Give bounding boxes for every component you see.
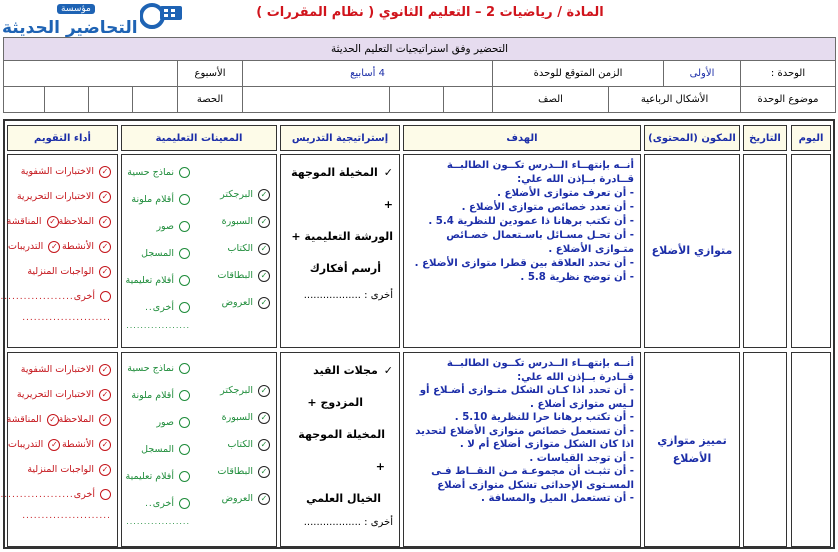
row1-strategies: [280, 154, 400, 348]
topic-value[interactable]: الأشكال الرباعية: [609, 87, 741, 113]
col-header-goal: الهدف: [403, 125, 641, 151]
aid-option: ✓ البطاقات: [218, 262, 270, 289]
period-cell-3[interactable]: [45, 87, 89, 113]
checked-circle-icon[interactable]: ✓: [99, 464, 111, 476]
aid-option: صور: [126, 409, 190, 436]
radio-icon[interactable]: [179, 248, 190, 259]
week-value[interactable]: [4, 61, 178, 87]
checked-circle-icon[interactable]: ✓: [99, 241, 111, 253]
unit-value[interactable]: الأولى: [664, 61, 741, 87]
row2-aids-col2: [126, 355, 190, 526]
plan-table: [0, 119, 835, 549]
col-header-aids: المعينات التعليمية: [121, 125, 277, 151]
goal-line: - أن توضح نظرية 5.8 .: [520, 272, 634, 283]
checked-circle-icon[interactable]: ✓: [99, 414, 111, 426]
row1-content-cell: [644, 154, 740, 348]
aid-option: أفلام تعليمية: [126, 463, 190, 490]
goal-line: أنــه بإنتهــاء الــدرس تكــون الطالبــة قــادرة بــإذن الله علي:: [446, 358, 634, 383]
row2-goals: [403, 352, 641, 547]
goal-line: أنــه بإنتهــاء الــدرس تكــون الطالبــة قــادرة بــإذن الله علي:: [446, 160, 634, 185]
strategy-other[interactable]: أخرى : ..................: [303, 517, 393, 528]
row1-goals: [403, 154, 641, 348]
row2-content: تمييز متوازي الأضلاع: [657, 433, 727, 465]
row2-strategies: [280, 352, 400, 547]
goal-line: - أن تستعمل خصائص متوازى الأضلاع لتحديد اذا كان الشكل متوازى أضلاع أم لا .: [415, 425, 634, 450]
aid-option: أقلام ملونة: [126, 382, 190, 409]
checked-circle-icon[interactable]: ✓: [99, 216, 111, 228]
radio-icon[interactable]: [179, 194, 190, 205]
checked-circle-icon[interactable]: ✓: [258, 412, 270, 424]
checked-circle-icon[interactable]: ✓: [99, 364, 111, 376]
goal-line: - أن توجد القياسات .: [529, 452, 634, 464]
checked-circle-icon[interactable]: ✓: [48, 439, 60, 451]
aid-option: ✓ الكتاب: [218, 431, 270, 458]
radio-icon[interactable]: [100, 489, 111, 500]
radio-icon[interactable]: [179, 275, 190, 286]
goal-line: - أن تثبـت أن مجموعـة مـن النقــاط فـى المسـتوى الإحداثى تشكل متوازى أضلاع: [431, 466, 634, 491]
aid-option: المسجل: [126, 436, 190, 463]
week-label: الأسبوع: [178, 61, 243, 87]
assessment-option: أخرى ...................: [8, 482, 111, 507]
checked-circle-icon[interactable]: ✓: [99, 191, 111, 203]
checked-circle-icon[interactable]: ✓: [99, 389, 111, 401]
radio-icon[interactable]: [179, 390, 190, 401]
row1-aids-col2: [126, 159, 190, 330]
checked-circle-icon[interactable]: ✓: [258, 439, 270, 451]
assessment-option: ✓ الملاحظة ✓ المناقشة: [8, 407, 111, 432]
assessment-option: ✓ الأنشطة ✓ التدريبات: [8, 432, 111, 457]
period-cell-1[interactable]: [133, 87, 178, 113]
check-icon: ✓: [383, 364, 393, 377]
aid-option: ✓ السبورة: [218, 404, 270, 431]
checked-circle-icon[interactable]: ✓: [258, 243, 270, 255]
col-header-strategy: إستراتيجية التدريس: [280, 125, 400, 151]
logo-icon: [140, 2, 184, 36]
period-cell-4[interactable]: [4, 87, 45, 113]
assessment-option: ✓ الاختبارات التحريرية: [8, 184, 111, 209]
row2-day[interactable]: [791, 352, 831, 547]
col-header-day: اليوم: [791, 125, 831, 151]
goal-line: - أن تحـل مسـائل باسـتعمال خصـائص متـوازى الأضلاع .: [446, 230, 634, 255]
grade-value-2[interactable]: [390, 87, 444, 113]
row2-assessment: [0, 352, 118, 547]
goal-line: - أن تعدد خصائص متوازى الأضلاع .: [461, 202, 634, 213]
checked-circle-icon[interactable]: ✓: [258, 297, 270, 309]
assessment-option: أخرى ...................: [8, 284, 111, 309]
assessment-option: ✓ الاختبارات الشفوية: [8, 159, 111, 184]
assessment-other-line[interactable]: .......................: [22, 313, 111, 323]
period-label: الحصة: [178, 87, 243, 113]
checked-circle-icon[interactable]: ✓: [258, 466, 270, 478]
goal-line: - أن تعرف متوازى الأضلاع .: [497, 188, 634, 199]
col-header-assessment: أداء التقويم: [7, 125, 118, 151]
aid-option: نماذج حسية: [126, 159, 190, 186]
aid-option: المسجل: [126, 240, 190, 267]
topic-label: موضوع الوحدة: [741, 87, 836, 113]
grade-value-3[interactable]: [243, 87, 390, 113]
row1-date[interactable]: [743, 154, 787, 348]
radio-icon[interactable]: [179, 417, 190, 428]
checked-circle-icon[interactable]: ✓: [47, 414, 59, 426]
radio-icon[interactable]: [179, 444, 190, 455]
aid-option: ✓ العروض: [218, 485, 270, 512]
assessment-option: ✓ الواجبات المنزلية: [8, 457, 111, 482]
row1-aids-col1: [218, 181, 270, 316]
strategy-item: المخيلة الموجهة +: [298, 428, 385, 473]
strategy-item: ✓المخيلة الموجهة +: [291, 166, 393, 211]
col-header-content: المكون (المحتوى): [644, 125, 740, 151]
aid-option: أخرى ..: [126, 490, 190, 517]
aid-option: أقلام ملونة: [126, 186, 190, 213]
row2-date[interactable]: [743, 352, 787, 547]
document-title: المادة / رياضيات 2 – التعليم الثانوي ( نظام المقررات ): [256, 5, 604, 20]
aid-option: ✓ البطاقات: [218, 458, 270, 485]
strategy-item: أرسم أفكارك: [309, 262, 381, 275]
assessment-option: ✓ الاختبارات الشفوية: [8, 357, 111, 382]
aid-option: أفلام تعليمية: [126, 267, 190, 294]
aid-option: أخرى ..: [126, 294, 190, 321]
row2-aids: [121, 352, 277, 547]
info-table: [3, 37, 836, 113]
grade-label: الصف: [493, 87, 609, 113]
aid-option: ✓ الكتاب: [218, 235, 270, 262]
assessment-option: ✓ الواجبات المنزلية: [8, 259, 111, 284]
time-value[interactable]: 4 أسابيع: [243, 61, 493, 87]
checked-circle-icon[interactable]: ✓: [99, 266, 111, 278]
checked-circle-icon[interactable]: ✓: [258, 216, 270, 228]
checked-circle-icon[interactable]: ✓: [99, 439, 111, 451]
assessment-other-line[interactable]: .......................: [22, 511, 111, 521]
goal-line: - أن تكتب برهانا ذا عمودين للنظرية 5.4 .: [428, 216, 634, 227]
logo: [2, 2, 188, 38]
info-band-title: التحضير وفق استراتيجيات التعليم الحديثة: [4, 38, 836, 61]
period-cell-2[interactable]: [89, 87, 133, 113]
checked-circle-icon[interactable]: ✓: [48, 241, 60, 253]
strategy-item: ✓مجلات القيد: [313, 364, 393, 377]
radio-icon[interactable]: [179, 498, 190, 509]
checked-circle-icon[interactable]: ✓: [258, 385, 270, 397]
radio-icon[interactable]: [179, 302, 190, 313]
grade-value-1[interactable]: [444, 87, 493, 113]
aid-option: ✓ البرجكتر: [218, 181, 270, 208]
radio-icon[interactable]: [179, 221, 190, 232]
assessment-option: ✓ الأنشطة ✓ التدريبات: [8, 234, 111, 259]
assessment-option: ✓ الاختبارات التحريرية: [8, 382, 111, 407]
goal-line: - أن تكتب برهانا حرا للنظرية 5.10 .: [454, 412, 634, 423]
checked-circle-icon[interactable]: ✓: [47, 216, 59, 228]
radio-icon[interactable]: [179, 363, 190, 374]
aid-other-line[interactable]: ..................: [126, 517, 190, 526]
radio-icon[interactable]: [100, 291, 111, 302]
row1-content: متوازي الأضلاع: [651, 244, 733, 257]
logo-text: التحاضير الحديثة: [2, 18, 138, 38]
row1-day[interactable]: [791, 154, 831, 348]
row1-assessment: [0, 154, 118, 348]
goal-line: - أن تحدد العلاقة بين قطرا متوازى الأضلاع .: [414, 258, 634, 269]
goal-line: - أن تستعمل الميل والمسافة .: [481, 493, 634, 504]
radio-icon[interactable]: [179, 471, 190, 482]
strategy-item: الورشة التعليمية +: [291, 230, 393, 243]
strategy-other[interactable]: أخرى : ..................: [303, 290, 393, 301]
aid-option: نماذج حسية: [126, 355, 190, 382]
checked-circle-icon[interactable]: ✓: [258, 493, 270, 505]
col-header-date: التاريخ: [743, 125, 787, 151]
assessment-option: ✓ الملاحظة ✓ المناقشة: [8, 209, 111, 234]
goal-line: - أن تحدد اذا كـان الشكل متـوازى أضـلاع أو لـيس متوازى أضلاع .: [419, 385, 634, 410]
strategy-item: المزدوج +: [307, 396, 363, 409]
time-label: الزمن المتوقع للوحدة: [493, 61, 664, 87]
radio-icon[interactable]: [179, 167, 190, 178]
aid-other-line[interactable]: ..................: [126, 321, 190, 330]
checked-circle-icon[interactable]: ✓: [258, 189, 270, 201]
logo-subtitle: مؤسسة: [57, 4, 95, 14]
aid-option: صور: [126, 213, 190, 240]
checked-circle-icon[interactable]: ✓: [258, 270, 270, 282]
row1-aids: [121, 154, 277, 348]
unit-label: الوحدة :: [741, 61, 836, 87]
aid-option: ✓ البرجكتر: [218, 377, 270, 404]
aid-option: ✓ السبورة: [218, 208, 270, 235]
row2-content-cell: [644, 352, 740, 547]
checked-circle-icon[interactable]: ✓: [99, 166, 111, 178]
row2-aids-col1: [218, 377, 270, 512]
check-icon: ✓: [383, 166, 393, 179]
aid-option: ✓ العروض: [218, 289, 270, 316]
strategy-item: الخيال العلمي: [306, 492, 381, 505]
